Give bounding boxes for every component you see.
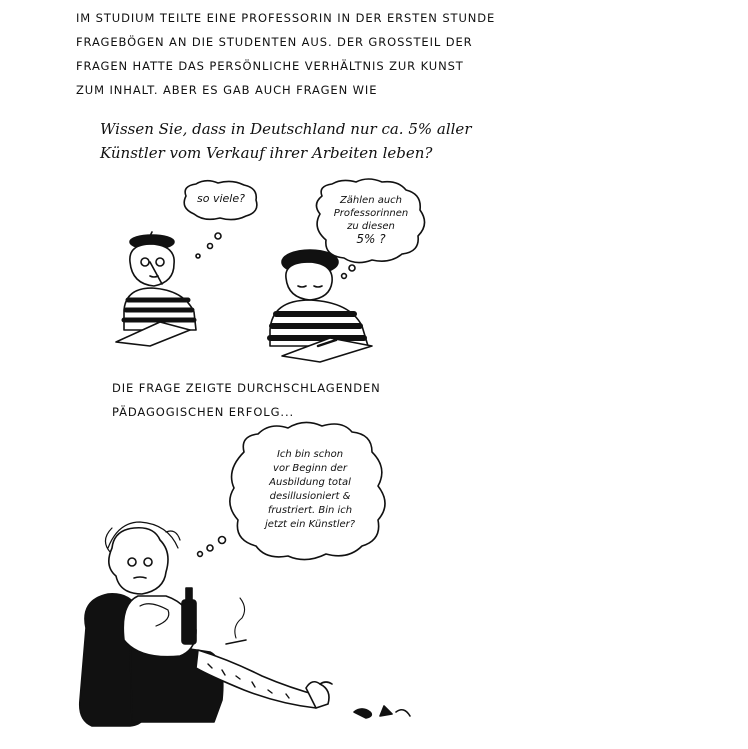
intro-line: ZUM INHALT. ABER ES GAB AUCH FRAGEN WIE (76, 83, 378, 97)
question-line: Wissen Sie, dass in Deutschland nur ca. 5% aller (100, 120, 472, 138)
bubble-line: so viele? (197, 192, 245, 205)
result-narration (112, 376, 381, 424)
student-right (270, 250, 372, 362)
result-line: PÄDAGOGISCHEN ERFOLG... (112, 405, 295, 419)
student-left (116, 232, 196, 346)
result-line: DIE FRAGE ZEIGTE DURCHSCHLAGENDEN (112, 381, 381, 395)
intro-line: FRAGEBÖGEN AN DIE STUDENTEN AUS. DER GROSSTEIL DER (76, 35, 473, 49)
bubble-text-frustriert (246, 448, 374, 532)
bubble-line: 5% ? (356, 232, 386, 246)
slumped-artist (80, 522, 410, 726)
question-line: Künstler vom Verkauf ihrer Arbeiten leben? (100, 144, 433, 162)
bubble-line: zu diesen (347, 221, 395, 232)
bubble-line: jetzt ein Künstler? (264, 519, 356, 530)
bubble-line: vor Beginn der (273, 463, 347, 474)
intro-line: FRAGEN HATTE DAS PERSÖNLICHE VERHÄLTNIS ZUR KUNST (76, 59, 464, 73)
bubble-line: Ausbildung total (269, 477, 351, 488)
bubble-text-so-viele (188, 192, 254, 206)
bubble-text-professorinnen (328, 194, 414, 246)
bubble-line: Professorinnen (333, 208, 409, 219)
bubble-line: Ich bin schon (276, 449, 344, 460)
bubble-line: Zählen auch (339, 195, 403, 206)
bubble-line: frustriert. Bin ich (267, 505, 353, 516)
bubble-line: desillusioniert & (269, 491, 351, 502)
intro-line: IM STUDIUM TEILTE EINE PROFESSORIN IN DER ERSTEN STUNDE (76, 11, 496, 25)
